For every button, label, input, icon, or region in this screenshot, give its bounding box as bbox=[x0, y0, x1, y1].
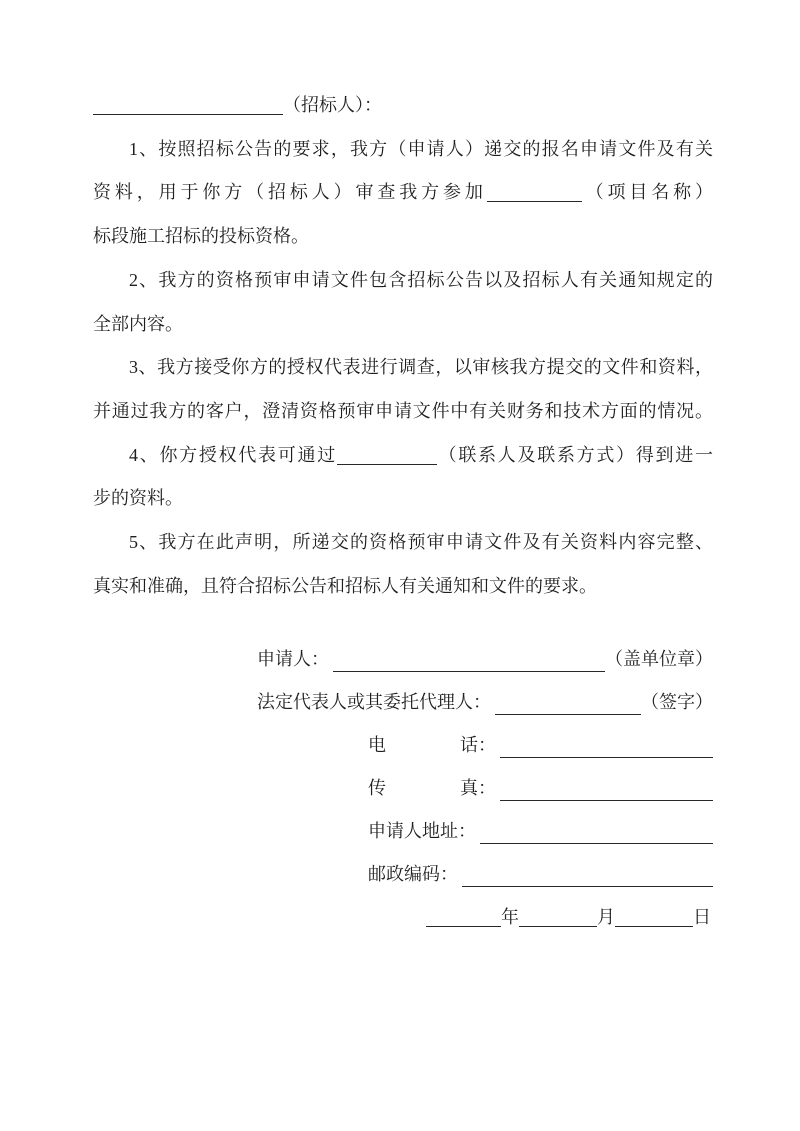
address-line-label: 申请人地址： bbox=[368, 821, 476, 842]
legal-representative-line-suffix: （签字） bbox=[641, 692, 713, 713]
clause-1-line-2 bbox=[93, 171, 713, 215]
text-run: （招标人）： bbox=[283, 95, 382, 115]
date-fill-in-blank bbox=[426, 926, 501, 927]
postal-code-line-label: 邮政编码： bbox=[368, 864, 458, 885]
text-run: 3、我方接受你方的授权代表进行调查，以审核我方提交的文件和资料， bbox=[129, 357, 713, 378]
text-run: （项目名称） bbox=[581, 182, 713, 203]
address-line bbox=[93, 810, 713, 853]
clause-3-line-2 bbox=[93, 390, 713, 434]
text-run: 1、按照招标公告的要求，我方（申请人）递交的报名申请文件及有关 bbox=[129, 138, 713, 159]
fax-line-spread-label bbox=[368, 767, 478, 810]
postal-code-line bbox=[93, 853, 713, 896]
applicant-line-blank bbox=[333, 638, 605, 672]
fax-line-blank bbox=[500, 767, 713, 801]
address-line-blank bbox=[480, 810, 713, 844]
phone-line-blank bbox=[500, 724, 713, 758]
text-run: 真实和准确，且符合招标公告和招标人有关通知和文件的要求。 bbox=[93, 575, 597, 596]
clause-5-line-1 bbox=[93, 521, 713, 565]
fill-in-blank bbox=[487, 201, 582, 202]
date-line bbox=[93, 896, 713, 939]
date-unit-label: 月 bbox=[597, 907, 615, 928]
fax-line bbox=[93, 767, 713, 810]
text-run: 资料，用于你方（招标人）审查我方参加 bbox=[93, 182, 487, 203]
fill-in-blank bbox=[337, 464, 437, 465]
text-run: 并通过我方的客户，澄清资格预审申请文件中有关财务和技术方面的情况。 bbox=[93, 400, 713, 421]
text-run: 标段施工招标的投标资格。 bbox=[93, 226, 309, 247]
text-run: （联系人及联系方式）得到进一 bbox=[436, 444, 714, 465]
legal-representative-line bbox=[93, 681, 713, 724]
document-body bbox=[93, 84, 713, 608]
text-run: 4、你方授权代表可通过 bbox=[129, 444, 337, 465]
text-run: 电 bbox=[368, 735, 386, 756]
text-run: 步的资料。 bbox=[93, 488, 183, 509]
postal-code-line-blank bbox=[462, 853, 713, 887]
clause-5-line-2 bbox=[93, 565, 713, 609]
clause-3-line-1 bbox=[93, 346, 713, 390]
text-run: 2、我方的资格预审申请文件包含招标公告以及招标人有关通知规定的 bbox=[129, 269, 713, 290]
clause-4-line-2 bbox=[93, 477, 713, 521]
legal-representative-line-label: 法定代表人或其委托代理人： bbox=[257, 692, 491, 713]
clause-1-line-1 bbox=[93, 128, 713, 172]
text-run: 传 bbox=[368, 778, 386, 799]
fax-line-label: 传 真 ： bbox=[368, 767, 496, 810]
applicant-line-suffix: （盖单位章） bbox=[605, 649, 713, 670]
date-fill-in-blank bbox=[519, 926, 597, 927]
phone-line-label: 电 话 ： bbox=[368, 724, 496, 767]
date-fill-in-blank bbox=[615, 926, 693, 927]
date-unit-label: 年 bbox=[501, 907, 519, 928]
legal-representative-line-blank bbox=[495, 681, 641, 715]
text-run: 全部内容。 bbox=[93, 313, 183, 334]
salutation-line bbox=[93, 84, 713, 128]
applicant-line bbox=[93, 638, 713, 681]
text-run: 话 bbox=[460, 735, 478, 756]
phone-line bbox=[93, 724, 713, 767]
text-run: 5、我方在此声明，所递交的资格预审申请文件及有关资料内容完整、 bbox=[129, 532, 713, 553]
applicant-line-label: 申请人： bbox=[257, 649, 329, 670]
clause-4-line-1 bbox=[93, 434, 713, 478]
text-run: 真 bbox=[460, 778, 478, 799]
clause-2-line-2 bbox=[93, 303, 713, 347]
fill-in-blank bbox=[93, 114, 283, 115]
clause-1-line-3 bbox=[93, 215, 713, 259]
phone-line-spread-label bbox=[368, 724, 478, 767]
signature-block bbox=[93, 638, 713, 896]
clause-2-line-1 bbox=[93, 259, 713, 303]
date-unit-label: 日 bbox=[693, 907, 711, 928]
